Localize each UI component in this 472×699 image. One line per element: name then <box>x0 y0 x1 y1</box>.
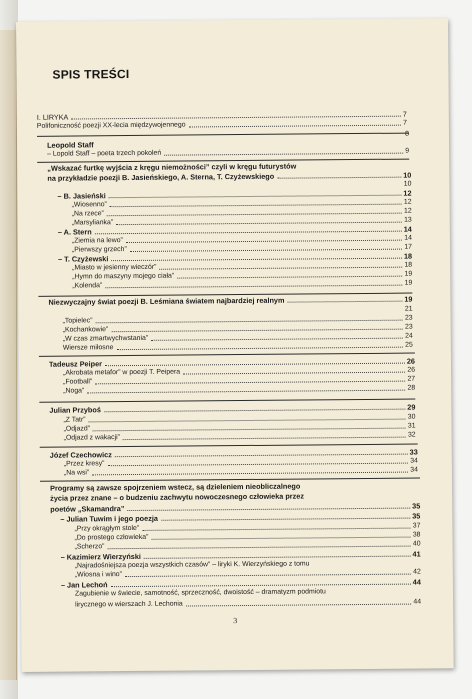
toc-entry: „Wiosenno” 12 <box>71 198 412 209</box>
toc-entry: – Kazimierz Wierzyński 41 <box>60 549 421 562</box>
toc-entry: „Ziemia na lewo” 14 <box>71 234 412 245</box>
toc-entry: – T. Czyżewski 18 <box>58 251 413 264</box>
toc-heading-line: życia przez znane – o budzeniu zachwytu nowoczesnego człowieka przez <box>50 491 305 503</box>
toc-entry: „Odjazd” 31 <box>63 422 416 433</box>
toc-entry: „Hymn do maszyny mojego ciała” 19 <box>72 270 413 281</box>
toc-entry: – Lopold Staff – poeta trzech pokoleń 9 <box>47 147 410 158</box>
toc-entry: „Noga” 28 <box>63 384 416 395</box>
toc-entry: lirycznego w wierszach J. Lechonia 44 <box>75 598 422 609</box>
toc-entry: – Julian Tuwim i jego poezja 35 <box>60 511 421 524</box>
toc-entry: „Odjazd z wakacji” 32 <box>63 431 416 442</box>
toc-entry: „Przez kresy” 34 <box>63 457 418 468</box>
toc-entry: – Jan Lechoń 44 <box>60 577 421 590</box>
toc-entry: – B. Jasieński 12 <box>57 188 412 201</box>
toc-entry: – A. Stern 14 <box>57 224 412 237</box>
toc-entry: „Do prostego człowieka” 38 <box>74 531 421 542</box>
toc-entry: „Football” 27 <box>63 375 416 386</box>
toc-entry: „Z Tatr” 30 <box>63 413 416 424</box>
toc-entry: „Najradośniejsza poezja wszystkich czasów” – liryki K. Wierzyńskiego z tomu <box>74 560 310 570</box>
toc-entry: 10 <box>403 180 412 188</box>
toc-entry: „Przy okrągłym stole” 37 <box>74 522 421 533</box>
toc-entry: Tadeusz Peiper 26 <box>48 356 416 369</box>
toc-entry: Leopold Staff <box>47 140 94 150</box>
toc-entry: poetów „Skamandra” 35 <box>50 501 421 514</box>
toc-entry: „Na rzece” 12 <box>71 207 412 218</box>
toc-entry: Polifoniczność poezji XX-lecia międzywojennego 7 <box>36 119 407 130</box>
toc-entry: „Kolenda” 19 <box>72 279 413 290</box>
page-number: 3 <box>233 616 238 626</box>
toc-entry: na przykładzie poezji B. Jasieńskiego, A. Sterna, T. Czyżewskiego 10 <box>47 170 412 183</box>
toc-entry: Julian Przyboś 29 <box>49 402 416 415</box>
toc-entry: „Akrobata metafor” w poezji T. Peipera 26 <box>63 366 416 377</box>
toc-entry: „Marsylianka” 13 <box>71 216 412 227</box>
toc-entry: „Kochankowie” 23 <box>62 323 413 334</box>
toc-heading-line: Zagubienie w świecie, samotność, sprzeczność, dwoistość – dramatyzm podmiotu <box>74 588 326 598</box>
toc-entry: „Na wsi” 34 <box>63 466 418 477</box>
toc-entry: Niezwyczajny świat poezji B. Leśmiana światem najbardziej realnym 19 <box>48 294 413 307</box>
toc-heading-line: Programy są zawsze spojrzeniem wstecz, są dzieleniem nieobliczalnego <box>50 481 301 493</box>
toc-entry: 8 <box>405 130 410 138</box>
table-of-contents <box>16 18 454 672</box>
toc-entry: 21 <box>404 305 413 313</box>
toc-entry: I. LIRYKA 7 <box>36 109 407 122</box>
toc-entry: „W czas zmartwychwstania” 24 <box>62 332 413 343</box>
toc-entry: „Pierwszy grzech” 17 <box>71 243 413 254</box>
toc-entry: Wiersze miłosne 25 <box>62 341 413 352</box>
toc-entry: „Scherzo” 40 <box>74 540 421 551</box>
toc-entry: „Topielec” 23 <box>62 314 413 325</box>
toc-heading-line: „Wskazać furtkę wyjścia z kręgu niemożności” czyli w kręgu futurystów <box>47 161 297 173</box>
book-page <box>16 18 454 672</box>
toc-entry: „Wiosna i wino” 42 <box>74 568 421 579</box>
toc-entry: „Miasto w jesienny wieczór” 18 <box>72 261 413 272</box>
toc-entry: Józef Czechowicz 33 <box>49 447 418 460</box>
page-title: SPIS TREŚCI <box>52 67 130 82</box>
book-spine <box>0 30 17 680</box>
